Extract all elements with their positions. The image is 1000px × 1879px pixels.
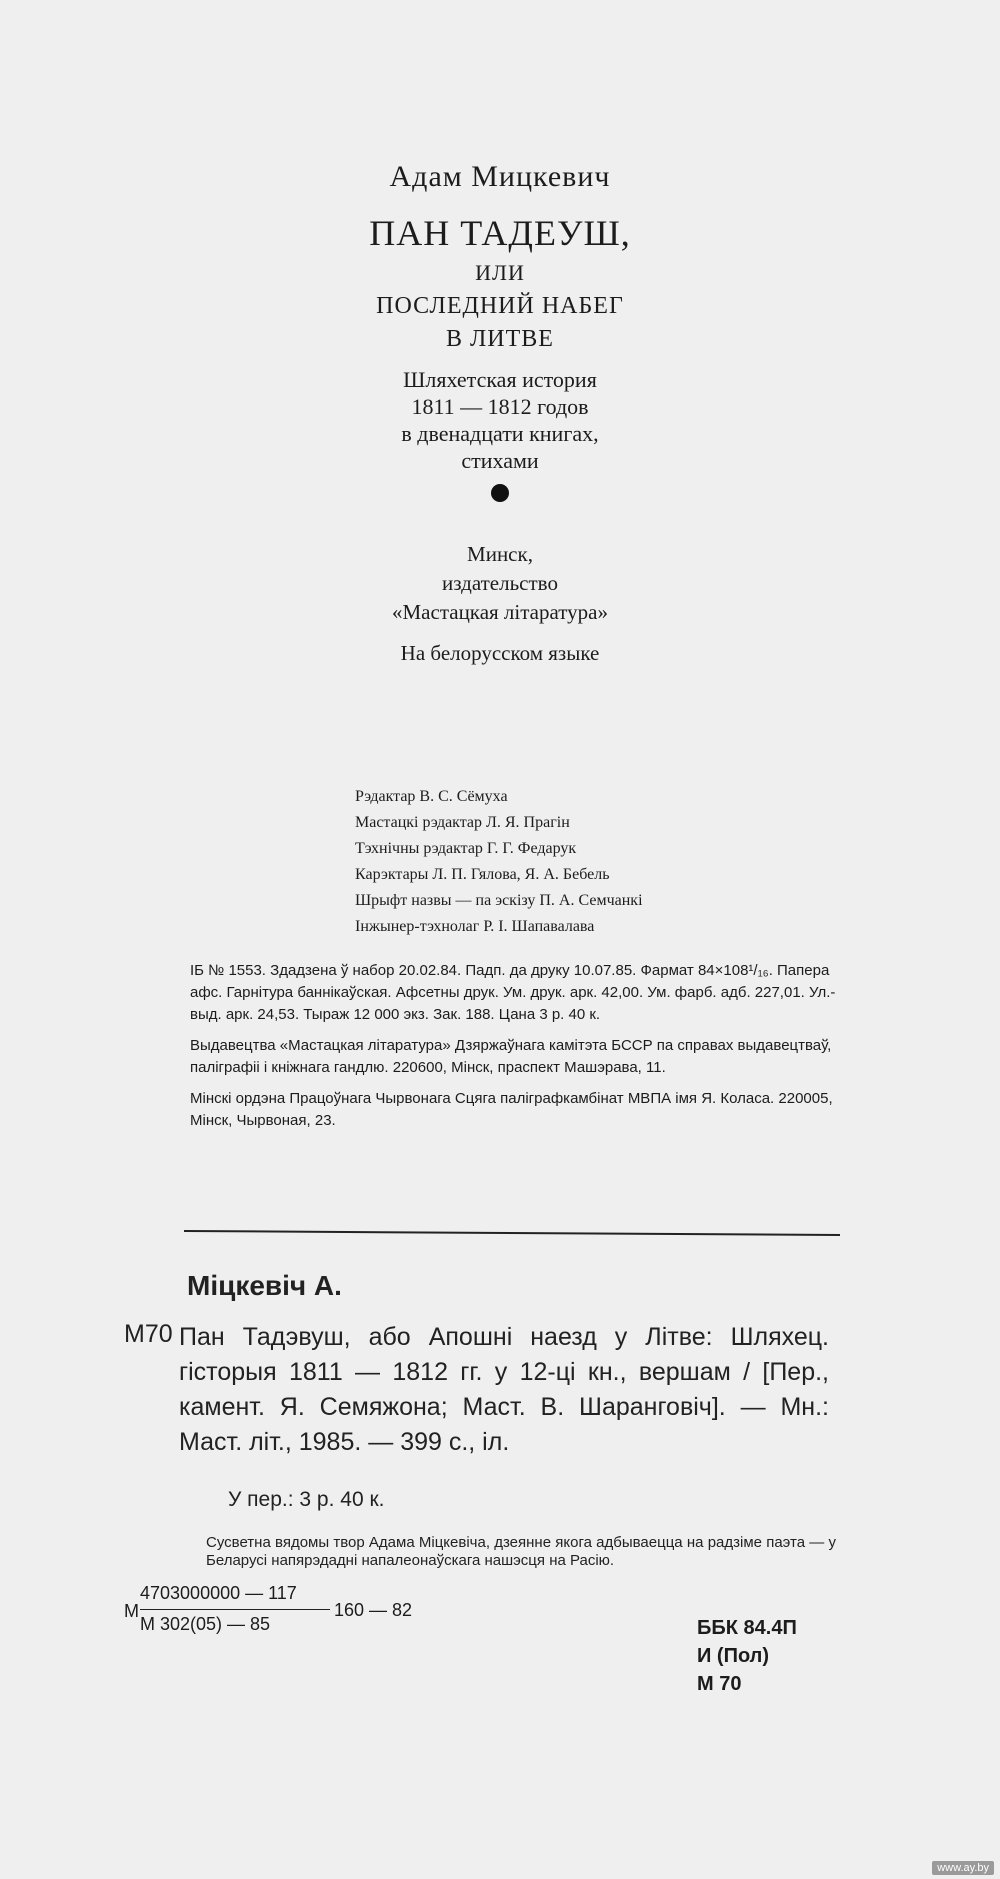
bbk-line: ББК 84.4П <box>697 1617 797 1639</box>
credit-line: Тэхнічны рэдактар Г. Г. Федарук <box>355 840 577 857</box>
catalog-annotation: Сусветна вядомы твор Адама Міцкевіча, дзеянне якога адбываецца на радзіме паэта — у Беларусі напярэдадні напалеонаўскага нашэсця на Расію. <box>206 1534 836 1569</box>
index-letter: М <box>124 1601 139 1621</box>
description-line: Шляхетская история <box>403 367 597 392</box>
credit-line: Інжынер-тэхнолаг Р. І. Шапавалава <box>355 918 595 935</box>
bbk-line: И (Пол) <box>697 1645 770 1667</box>
author-name: Адам Мицкевич <box>389 160 611 193</box>
description-line: стихами <box>461 448 539 473</box>
divider-line <box>184 1230 840 1236</box>
imprint-block <box>190 960 850 1141</box>
title-block <box>300 160 700 666</box>
genre-description <box>300 366 700 474</box>
credit-line: Карэктары Л. П. Гялова, Я. А. Бебель <box>355 866 610 883</box>
credit-line: Шрыфт назвы — па эскізу П. А. Семчанкі <box>355 892 643 909</box>
publisher-info: Выдавецтва «Мастацкая літаратура» Дзяржаўнага камітэта БССР па справах выдавецтваў, паліграфіі і кніжнага гандлю. 220600, Мінск, праспект Машэрава, 11. <box>190 1037 832 1076</box>
catalog-record: Пан Тадэвуш, або Апошні наезд у Літве: Шляхец. гісторыя 1811 — 1812 гг. у 12-ці кн., вершам / [Пер., камент. Я. Семяжона; Маст. В. Шаранговіч]. — Мн.: Маст. літ., 1985. — 399 с., іл. <box>179 1323 829 1456</box>
bbk-line: М 70 <box>697 1673 742 1695</box>
book-title: ПАН ТАДЕУШ, <box>369 213 631 253</box>
description-line: в двенадцати книгах, <box>401 421 599 446</box>
bbk-classification <box>697 1614 797 1698</box>
credits-list <box>355 784 735 940</box>
printer-info: Мінскі ордэна Працоўнага Чырвонага Сцяга паліграфкамбінат МВПА імя Я. Коласа. 220005, Мінск, Чырвоная, 23. <box>190 1090 833 1129</box>
site-watermark: www.ay.by <box>932 1861 994 1875</box>
bullet-ornament <box>491 484 509 502</box>
subtitle-line-1: ПОСЛЕДНИЙ НАБЕГ <box>376 293 624 319</box>
catalog-price: У пер.: 3 р. 40 к. <box>228 1488 385 1511</box>
index-suffix: 160 — 82 <box>334 1600 413 1620</box>
catalog-code: М70 <box>124 1320 173 1348</box>
credit-line: Мастацкі рэдактар Л. Я. Прагін <box>355 814 570 831</box>
print-info: ІБ № 1553. Здадзена ў набор 20.02.84. Падп. да друку 10.07.85. Фармат 84×108¹/₁₆. Папера афс. Гарнітура баннікаўская. Афсетны друк. Ум. друк. арк. 42,00. Ум. фарб. адб. 227,01. Ул.-выд. арк. 24,53. Тыраж 12 000 экз. Зак. 188. Цана 3 р. 40 к. <box>190 962 836 1023</box>
index-numerator: 4703000000 — 117 <box>140 1583 297 1603</box>
subtitle-line-2: В ЛИТВЕ <box>446 326 554 352</box>
catalog-index-fraction <box>124 1583 484 1643</box>
publisher-line: Минск, <box>467 542 533 566</box>
index-denominator: М 302(05) — 85 <box>140 1614 271 1634</box>
publisher-line: издательство <box>442 571 558 595</box>
publisher-line: «Мастацкая літаратура» <box>392 600 608 624</box>
catalog-author: Міцкевіч А. <box>187 1270 342 1301</box>
publisher-block <box>300 540 700 627</box>
description-line: 1811 — 1812 годов <box>411 394 589 419</box>
title-conjunction: ИЛИ <box>475 260 525 285</box>
credit-line: Рэдактар В. С. Сёмуха <box>355 788 508 805</box>
fraction-bar <box>140 1609 330 1610</box>
language-note: На белорусском языке <box>400 641 600 665</box>
